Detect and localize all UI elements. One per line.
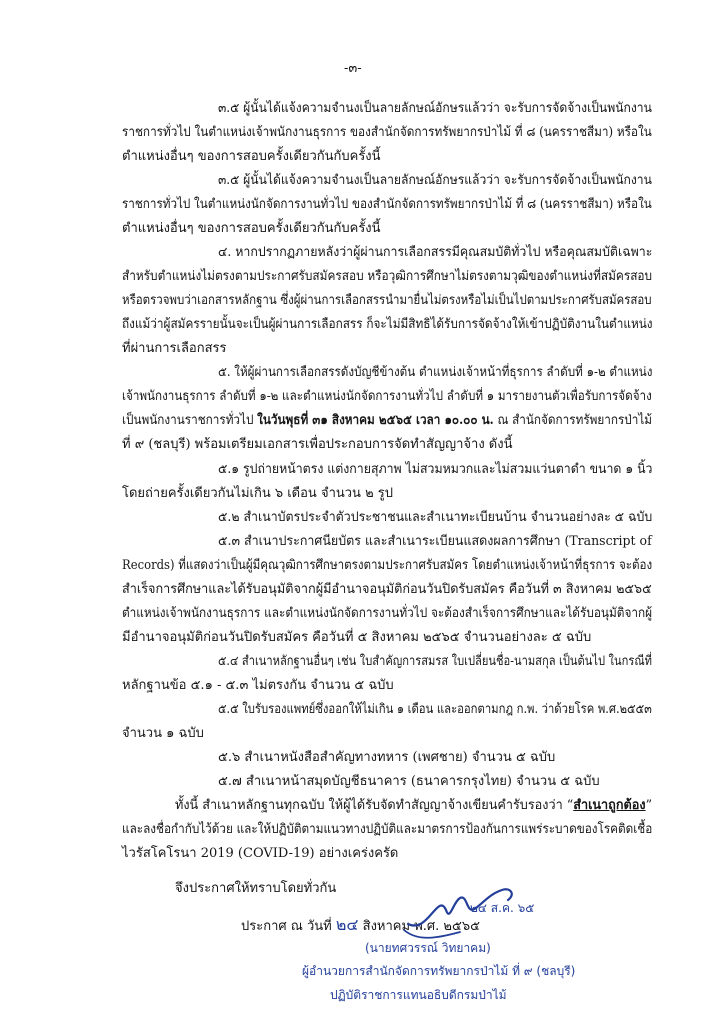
- signer-title-1: ผู้อำนวยการสำนักจัดการทรัพยากรป่าไม้ ที่ ๙ (ชลบุรี): [302, 964, 576, 978]
- signer-title-2: ปฏิบัติราชการแทนอธิบดีกรมป่าไม้: [330, 988, 507, 1002]
- para-5-line-1: ๕. ให้ผู้ผ่านการเลือกสรรดังบัญชีข้างต้น ตำแหน่งเจ้าหน้าที่ธุรการ ลำดับที่ ๑-๒ ตำแหน่ง: [218, 365, 653, 380]
- report-date-bold: ในวันพุธที่ ๓๑ สิงหาคม ๒๕๖๕ เวลา ๑๐.๐๐ น.: [257, 413, 494, 428]
- para-5-4-line-1: ๕.๔ สำเนาหลักฐานอื่นๆ เช่น ใบสำคัญการสมรส ใบเปลี่ยนชื่อ-นามสกุล เป็นต้นไป ในกรณีที่: [218, 654, 652, 669]
- para-5-3-line-1: ๕.๓ สำเนาประกาศนียบัตร และสำเนาระเบียนแสดงผลการศึกษา (Transcript of: [218, 534, 652, 549]
- signer-name: (นายทศวรรณ์ วิทยาคม): [365, 941, 491, 955]
- para-3-5b-line-3: ตำแหน่งอื่นๆ ของการสอบครั้งเดียวกันกับครั้งนี้: [122, 221, 381, 236]
- para-4-line-4: ถึงแม้ว่าผู้สมัครรายนั้นจะเป็นผู้ผ่านการเลือกสรร ก็จะไม่มีสิทธิได้รับการจัดจ้างให้เข้าปฏิบัติงานในตำแหน่ง: [122, 317, 653, 332]
- announce-line: จึงประกาศให้ทราบโดยทั่วกัน: [175, 881, 337, 896]
- signature-date-handwritten: ๒๔ ส.ค. ๖๕: [470, 901, 535, 915]
- para-5-5-line-1: ๕.๕ ใบรับรองแพทย์ซึ่งออกให้ไม่เกิน ๑ เดือน และออกตามกฎ ก.พ. ว่าด้วยโรค พ.ศ.๒๕๕๓: [218, 702, 652, 717]
- para-3-5b-line-2: ราชการทั่วไป ในตำแหน่งนักจัดการงานทั่วไป ของสำนักจัดการทรัพยากรป่าไม้ ที่ ๘ (นครราชสีมา) หรือใน: [122, 197, 652, 212]
- para-5-line-2: เจ้าพนักงานธุรการ ลำดับที่ ๑-๒ และตำแหน่งนักจัดการงานทั่วไป ลำดับที่ ๑ มารายงานตัวเพื่อรับการจัดจ้าง: [122, 389, 652, 404]
- para-4-line-1: ๔. หากปรากฏภายหลังว่าผู้ผ่านการเลือกสรรมีคุณสมบัติทั่วไป หรือคุณสมบัติเฉพาะ: [218, 245, 653, 260]
- para-5-3-line-5: มีอำนาจอนุมัติก่อนวันปิดรับสมัคร คือวันที่ ๕ สิงหาคม ๒๕๖๕ จำนวนอย่างละ ๕ ฉบับ: [122, 630, 592, 645]
- para-5-line-3-post: ณ สำนักจัดการทรัพยากรป่าไม้: [493, 413, 653, 428]
- para-5-6: ๕.๖ สำเนาหนังสือสำคัญทางทหาร (เพศชาย) จำนวน ๕ ฉบับ: [218, 750, 556, 765]
- para-5-2: ๕.๒ สำเนาบัตรประจำตัวประชาชนและสำเนาทะเบียนบ้าน จำนวนอย่างละ ๕ ฉบับ: [218, 510, 653, 525]
- para-3-5a-line-2: ราชการทั่วไป ในตำแหน่งเจ้าพนักงานธุรการ ของสำนักจัดการทรัพยากรป่าไม้ ที่ ๘ (นครราชสีมา) หรือใน: [122, 125, 652, 140]
- closing-line-1: [175, 797, 652, 814]
- closing-line-1-post: ”: [645, 798, 653, 813]
- para-4-line-2: สำหรับตำแหน่งไม่ตรงตามประกาศรับสมัครสอบ หรือวุฒิการศึกษาไม่ตรงตามวุฒิของตำแหน่งที่สมัครสอบ: [122, 269, 653, 284]
- para-3-5a-line-1: ๓.๕ ผู้นั้นได้แจ้งความจำนงเป็นลายลักษณ์อักษรแล้วว่า จะรับการจัดจ้างเป็นพนักงาน: [218, 101, 652, 116]
- closing-line-2: และลงชื่อกำกับไว้ด้วย และให้ปฏิบัติตามแนวทางปฏิบัติและมาตรการป้องกันการแพร่ระบาดของโรคติดเชื้อ: [122, 822, 653, 837]
- para-5-line-3: [122, 412, 652, 429]
- para-5-7: ๕.๗ สำเนาหน้าสมุดบัญชีธนาคาร (ธนาคารกรุงไทย) จำนวน ๕ ฉบับ: [218, 774, 600, 789]
- para-3-5b-line-1: ๓.๕ ผู้นั้นได้แจ้งความจำนงเป็นลายลักษณ์อักษรแล้วว่า จะรับการจัดจ้างเป็นพนักงาน: [218, 173, 652, 188]
- para-5-1-line-1: ๕.๑ รูปถ่ายหน้าตรง แต่งกายสุภาพ ไม่สวมหมวกและไม่สวมแว่นตาดำ ขนาด ๑ นิ้ว: [218, 462, 653, 477]
- para-3-5a-line-3: ตำแหน่งอื่นๆ ของการสอบครั้งเดียวกันกับครั้งนี้: [122, 149, 381, 164]
- announce-date-day-handwritten: ๒๔: [335, 915, 359, 934]
- certified-copy-phrase: สำเนาถูกต้อง: [573, 798, 646, 813]
- para-5-1-line-2: โดยถ่ายครั้งเดียวกันไม่เกิน ๖ เดือน จำนวน ๒ รูป: [122, 486, 394, 501]
- para-5-5-line-2: จำนวน ๑ ฉบับ: [122, 726, 204, 741]
- closing-line-1-pre: ทั้งนี้ สำเนาหลักฐานทุกฉบับ ให้ผู้ได้รับจัดทำสัญญาจ้างเขียนคำรับรองว่า “: [175, 798, 574, 813]
- announce-date-post: สิงหาคม พ.ศ. ๒๕๖๕: [358, 919, 480, 934]
- para-4-line-5: ที่ผ่านการเลือกสรร: [122, 341, 227, 356]
- page-number: -๓-: [344, 61, 362, 76]
- para-5-3-line-4: ตำแหน่งเจ้าพนักงานธุรการ และตำแหน่งนักจัดการงานทั่วไป จะต้องสำเร็จการศึกษาและได้รับอนุมัติจากผู้: [122, 606, 653, 621]
- para-4-line-3: หรือตรวจพบว่าเอกสารหลักฐาน ซึ่งผู้ผ่านการเลือกสรรนำมายื่นไม่ตรงหรือไม่เป็นไปตามประกาศรับสมัครสอบ: [122, 293, 652, 308]
- para-5-3-line-3: สำเร็จการศึกษาและได้รับอนุมัติจากผู้มีอำนาจอนุมัติก่อนวันปิดรับสมัคร คือวันที่ ๓ สิงหาคม ๒๕๖๕: [122, 582, 652, 597]
- para-5-3-line-2: Records) ที่แสดงว่าเป็นผู้มีคุณวุฒิการศึกษาตรงตามประกาศรับสมัคร โดยตำแหน่งเจ้าหน้าที่ธุรการ จะต้อง: [122, 558, 653, 573]
- closing-line-3: ไวรัสโคโรนา 2019 (COVID-19) อย่างเคร่งครัด: [122, 846, 399, 861]
- para-5-line-3-pre: เป็นพนักงานราชการทั่วไป: [122, 413, 258, 428]
- para-5-line-4: ที่ ๙ (ชลบุรี) พร้อมเตรียมเอกสารเพื่อประกอบการจัดทำสัญญาจ้าง ดังนี้: [122, 437, 513, 452]
- announce-date-pre: ประกาศ ณ วันที่: [241, 919, 336, 934]
- para-5-4-line-2: หลักฐานข้อ ๕.๑ - ๕.๓ ไม่ตรงกัน จำนวน ๕ ฉบับ: [122, 678, 394, 693]
